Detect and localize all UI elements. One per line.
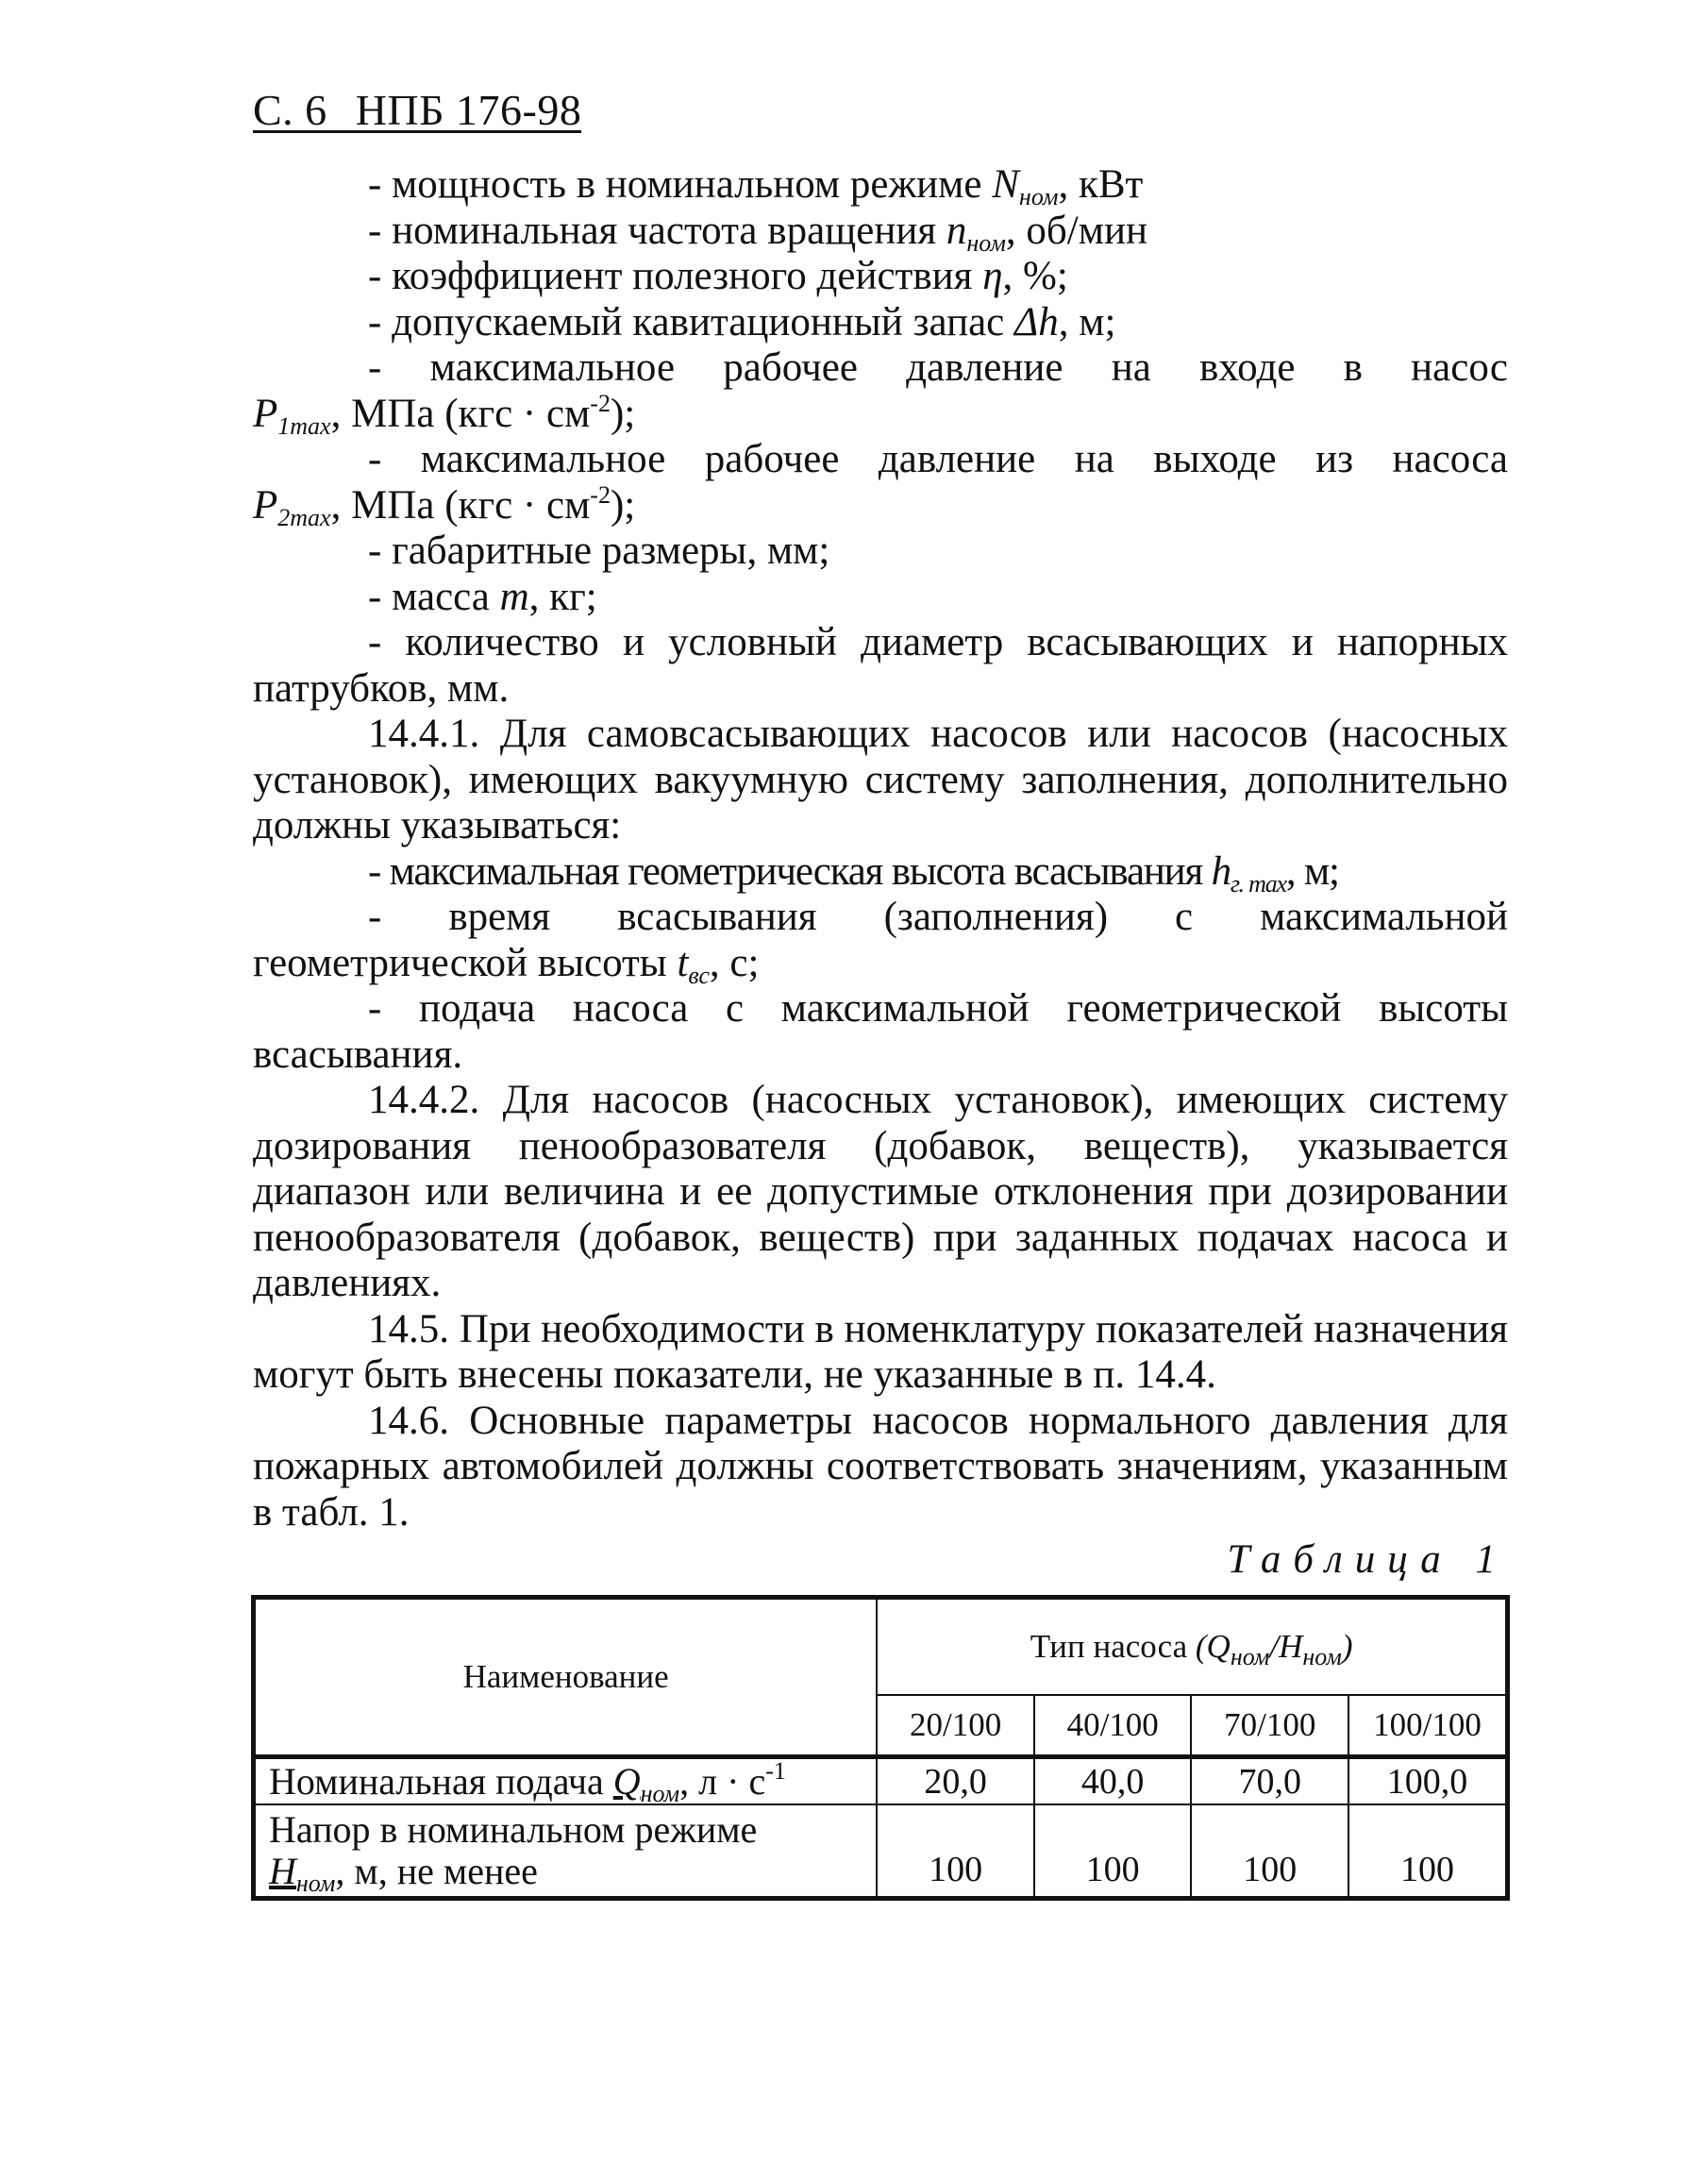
list-item-suction-height: - максимальная геометрическая высота всасывания $h_{г. max}$, м; [368, 848, 1339, 898]
pump-type-cell: 70/100 [1191, 1695, 1348, 1757]
list-item-mass: - масса m, кг; [368, 574, 597, 619]
table-header-row [254, 1598, 1508, 1696]
table-cell: 100 [1348, 1804, 1507, 1899]
list-item-nozzles: - количество и условный диаметр всасывающих и напорных патрубков, мм. [253, 620, 1508, 711]
document-body [253, 162, 1508, 1535]
pump-type-cell: 40/100 [1034, 1695, 1192, 1757]
list-item-suction-time: - время всасывания (заполнения) с максимальной геометрической высоты $t_{вс}$, с; [253, 895, 1508, 989]
row-label-flow: Номинальная подача $Q_{ном}$, $л \cdot с^{-1}$ [254, 1757, 878, 1805]
paragraph-14-6: 14.6. Основные параметры насосов нормального давления для пожарных автомобилей должны соответствовать значениям, указанным в табл. 1. [253, 1398, 1508, 1535]
list-item-outlet-pressure: - максимальное рабочее давление на выходе из насоса [368, 437, 1508, 481]
list-item-inlet-pressure: - максимальное рабочее давление на входе в насос [368, 345, 1508, 390]
table-cell: 20,0 [877, 1757, 1034, 1805]
paragraph-14-4-1: 14.4.1. Для самовсасывающих насосов или насосов (насосных установок), имеющих вакуумную систему заполнения, дополнительно должны указываться: [253, 712, 1508, 847]
table-cell: 40,0 [1034, 1757, 1192, 1805]
list-item-outlet-pressure-unit: $P_{2max}$, МПа $(кгс \cdot см^{-2})$; [253, 480, 636, 531]
table-cell: 100 [1191, 1804, 1348, 1899]
column-header-name: Наименование [254, 1598, 878, 1757]
page-header [253, 85, 581, 135]
paragraph-14-4-2: 14.4.2. Для насосов (насосных установок), имеющих систему дозирования пенообразователя (добавок, веществ), указывается диапазон или величина и ее допустимые отклонения при дозировании пенообразователя (добавок, веществ) при заданных подачах насоса и давлениях. [253, 1078, 1508, 1305]
pump-type-cell: 100/100 [1348, 1695, 1507, 1757]
column-header-pump-type: Тип насоса $(Q_{ном}/H_{ном})$ [877, 1598, 1507, 1696]
list-item-suction-flow: - подача насоса с максимальной геометрической высоты всасывания. [253, 986, 1508, 1077]
table-cell: 100,0 [1348, 1757, 1507, 1805]
list-item-inlet-pressure-unit: $P_{1max}$, МПа $(кгс \cdot см^{-2})$; [253, 389, 636, 440]
list-item-speed: - номинальная частота вращения $n_{ном}$, об/мин [368, 208, 1147, 257]
paragraph-14-5: 14.5. При необходимости в номенклатуру показателей назначения могут быть внесены показатели, не указанные в п. 14.4. [253, 1306, 1508, 1397]
standard-code: НПБ 176-98 [355, 86, 582, 134]
table-cell: 100 [877, 1804, 1034, 1899]
parameters-table [251, 1595, 1510, 1901]
pump-type-cell: 20/100 [877, 1695, 1034, 1757]
list-item-dimensions: - габаритные размеры, мм; [368, 528, 830, 573]
table-cell: 100 [1034, 1804, 1192, 1899]
table-cell: 70,0 [1191, 1757, 1348, 1805]
list-item-power: - мощность в номинальном режиме $N_{ном}$, кВт [368, 162, 1144, 210]
table-caption: Таблица 1 [1227, 1537, 1508, 1582]
list-item-cavitation: - допускаемый кавитационный запас Δh, м; [368, 299, 1116, 344]
row-label-head: Напор в номинальном режиме $H_{ном}$, м, не менее [254, 1804, 878, 1899]
page-number: С. 6 [253, 86, 327, 134]
table-row [254, 1804, 1508, 1899]
list-item-efficiency: - коэффициент полезного действия η, %; [368, 254, 1068, 298]
table-row [254, 1757, 1508, 1805]
